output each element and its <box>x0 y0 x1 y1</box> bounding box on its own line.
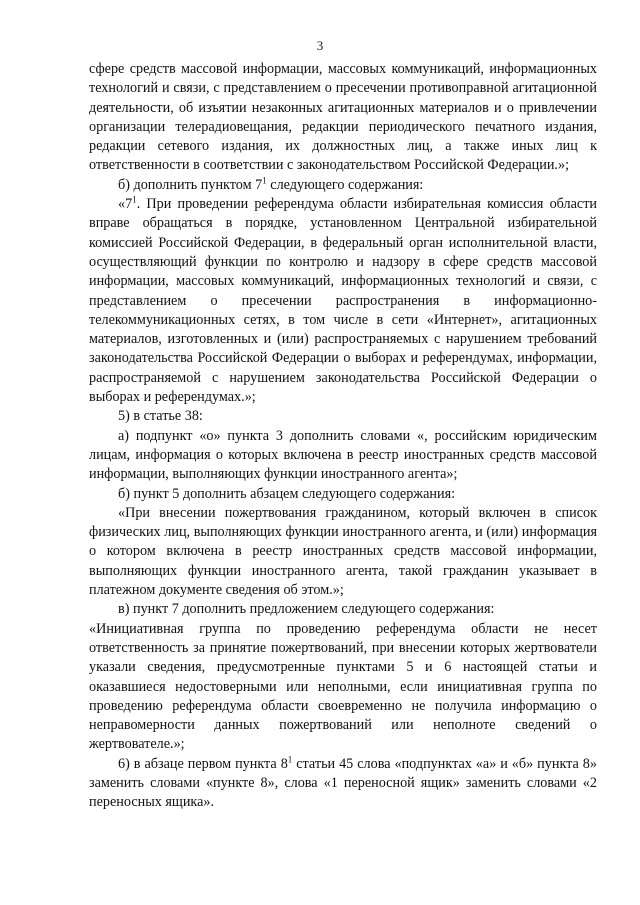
document-body <box>89 60 597 813</box>
page-number: 3 <box>316 38 324 53</box>
paragraph: в) пункт 7 дополнить предложением следующего содержания: <box>118 601 495 618</box>
paragraph: 6) в абзаце первом пункта $8^1$ статьи 45 слова «подпунктах «а» и «б» пункта 8» заменить словами «пункте 8», слова «1 переносной ящик» заменить словами «2 переносных ящика». <box>89 753 597 811</box>
paragraph: сфере средств массовой информации, массовых коммуникаций, информационных технологий и связи, с представлением о пресечении противоправной агитационной деятельности, об изъятии незаконных агитационных материалов и о привлечении организации телерадиовещания, редакции периодического печатного издания, редакции сетевого издания, их должностных лиц, а также иных лиц к ответственности в соответствии с законодательством Российской Федерации.»; <box>89 61 597 174</box>
paragraph: а) подпункт «о» пункта 3 дополнить словами «, российским юридическим лицам, информация о которых включена в реестр иностранных средств массовой информации, выполняющих функции иностранного агента»; <box>89 427 597 483</box>
paragraph: 5) в статье 38: <box>118 408 203 425</box>
paragraph: «$7^1$. При проведении референдума области избирательная комиссия области вправе обращаться в порядке, установленном Центральной избирательной комиссией Российской Федерации, в федеральный орган исполнительной власти, осуществляющий функции по контролю и надзору в сфере средств массовой информации, массовых коммуникаций, информационных технологий и связи, с представлением о пресечении распространения в информационно-телекоммуникационных сетях, в том числе в сети «Интернет», агитационных материалов, изготовленных и (или) распространяемых с нарушением требований законодательства Российской Федерации о выборах и референдумах, информации, распространяемой с нарушением законодательства Российской Федерации о выборах и референдумах.»; <box>89 194 597 406</box>
paragraph: «При внесении пожертвования гражданином, который включен в список физических лиц, выполняющих функции иностранного агента, и (или) информация о котором включена в реестр иностранных средств массовой информации, выполняющих функции иностранного агента, такой гражданин указывает в платежном документе сведения об этом.»; <box>89 504 597 599</box>
paragraph: б) дополнить пунктом $7^1$ следующего содержания: <box>118 175 424 193</box>
paragraph: б) пункт 5 дополнить абзацем следующего содержания: <box>118 485 456 502</box>
paragraph: «Инициативная группа по проведению референдума области не несет ответственность за принятие пожертвований, при внесении которых жертвователи указали сведения, предусмотренные пунктами 5 и 6 настоящей статьи и оказавшиеся недостоверными или неполными, если инициативная группа по проведению референдума области своевременно не получила информацию о неправомерности данных пожертвований или неполноте сведений о жертвователе.»; <box>89 620 597 753</box>
